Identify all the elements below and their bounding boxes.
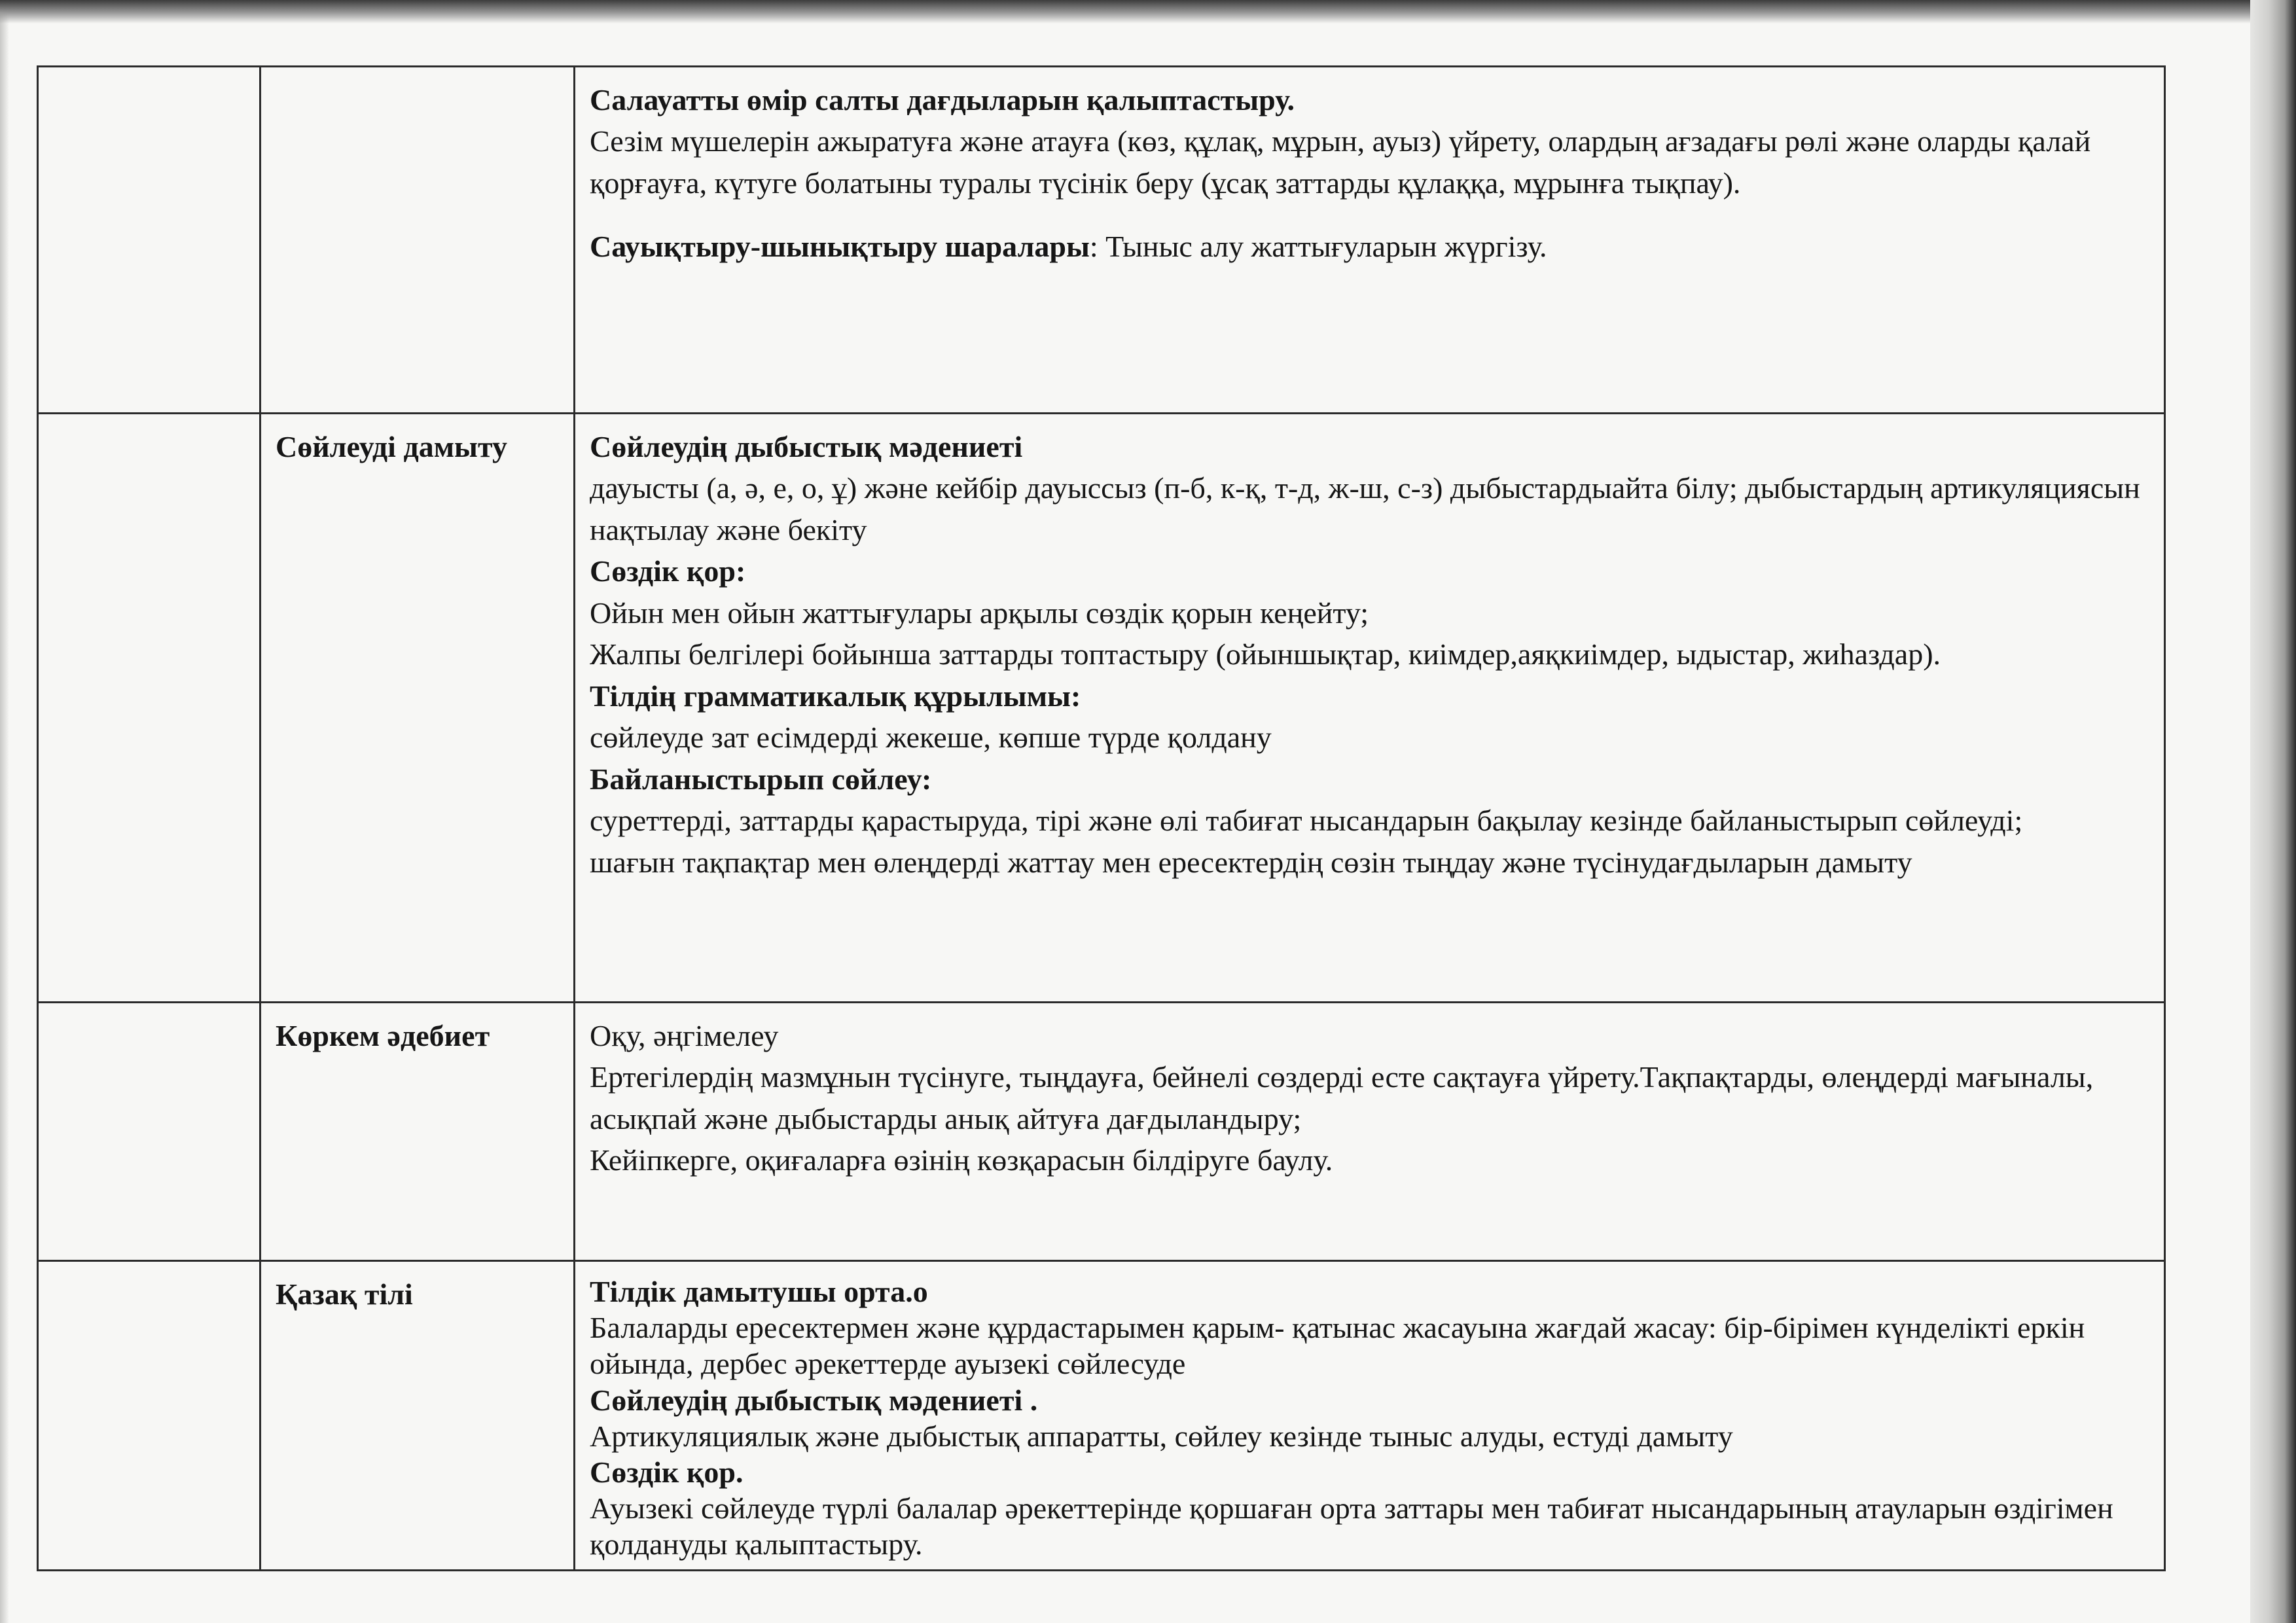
section-text: Жалпы белгілері бойынша заттарды топтастыру (ойыншықтар, киімдер,аяқкиімдер, ыдыстар, жиһаздар). (590, 637, 1941, 671)
section-text: Ойын мен ойын жаттығулары арқылы сөздік қорын кеңейту; (590, 596, 1369, 630)
subject-label: Көркем әдебиет (276, 1019, 490, 1052)
row-margin-cell (38, 1003, 260, 1261)
table-row (38, 1003, 2165, 1261)
scan-top-shadow (0, 0, 2296, 24)
inline-heading: Сауықтыру-шынықтыру шаралары (590, 230, 1090, 264)
paragraph-gap (590, 204, 2149, 226)
section-heading: Салауатты өмір салты дағдыларын қалыптастыру. (590, 83, 1295, 116)
subject-cell (260, 414, 575, 1003)
row-margin-cell (38, 1261, 260, 1571)
section-line (590, 226, 2149, 267)
section-text: дауысты (а, ә, е, о, ұ) және кейбір дауыссыз (п-б, к-қ, т-д, ж-ш, с-з) дыбыстардыайта білу; дыбыстардың артикуляциясын нақтылау және бекіту (590, 471, 2140, 546)
section-text: Артикуляциялық және дыбыстық аппаратты, сөйлеу кезінде тыныс алуды, естуді дамыту (590, 1419, 1733, 1453)
curriculum-table (37, 65, 2166, 1571)
subject-cell (260, 1261, 575, 1571)
section-text: Сезім мүшелерін ажыратуға және атауға (көз, құлақ, мұрын, ауыз) үйрету, олардың ағзадағы рөлі және оларды қалай қорғауға, күтуге болатыны туралы түсінік беру (ұсақ заттарды құлаққа, мұрынға тықпау). (590, 124, 2091, 200)
content-cell (575, 67, 2165, 414)
section-text: Оқу, әңгімелеу (590, 1019, 779, 1052)
section-heading: Байланыстырып сөйлеу: (590, 762, 932, 796)
row-margin-cell (38, 67, 260, 414)
subject-label: Сөйлеуді дамыту (276, 430, 507, 463)
section-text: суреттерді, заттарды қарастыруда, тірі және өлі табиғат нысандарын бақылау кезінде байланыстырып сөйлеуді; (590, 804, 2023, 838)
section-heading: Сөздік қор: (590, 554, 746, 588)
section-text: сөйлеуде зат есімдерді жекеше, көпше түрде қолдану (590, 721, 1272, 755)
page-right-edge (2250, 0, 2296, 1623)
section-text: Ертегілердің мазмұнын түсінуге, тыңдауға, бейнелі сөздерді есте сақтауға үйрету.Тақпақтарды, өлеңдерді мағыналы, асықпай және дыбыстарды анық айтуға дағдыландыру; (590, 1060, 2094, 1135)
section-heading: Сөздік қор. (590, 1455, 744, 1489)
section-text: шағын тақпақтар мен өлеңдерді жаттау мен ересектердің сөзін тыңдау және түсінудағдыларын дамыту (590, 845, 1912, 879)
table-row (38, 1261, 2165, 1571)
subject-cell (260, 1003, 575, 1261)
section-text: Ауызекі сөйлеуде түрлі балалар әрекеттерінде қоршаған орта заттары мен табиғат нысандарының атауларын өздігімен қолдануды қалыптастыру. (590, 1491, 2113, 1561)
table-row (38, 67, 2165, 414)
section-heading: Тілдің грамматикалық құрылымы: (590, 679, 1081, 713)
subject-label: Қазақ тілі (276, 1277, 413, 1311)
section-text: Балаларды ересектермен және құрдастарымен қарым- қатынас жасауына жағдай жасау: бір-бірімен күнделікті еркін ойында, дербес әрекеттерде ауызекі сөйлесуде (590, 1311, 2085, 1381)
content-cell (575, 1261, 2165, 1571)
section-heading: Сөйлеудің дыбыстық мәдениеті . (590, 1383, 1038, 1417)
table-row (38, 414, 2165, 1003)
inline-text: : Тыныс алу жаттығуларын жүргізу. (1089, 230, 1547, 264)
content-cell (575, 414, 2165, 1003)
content-cell (575, 1003, 2165, 1261)
subject-cell (260, 67, 575, 414)
row-margin-cell (38, 414, 260, 1003)
section-heading: Сөйлеудің дыбыстық мәдениеті (590, 430, 1023, 463)
section-text: Кейіпкерге, оқиғаларға өзінің көзқарасын білдіруге баулу. (590, 1143, 1333, 1177)
page-left-edge (0, 0, 9, 1623)
section-heading: Тілдік дамытушы орта.о (590, 1275, 928, 1308)
